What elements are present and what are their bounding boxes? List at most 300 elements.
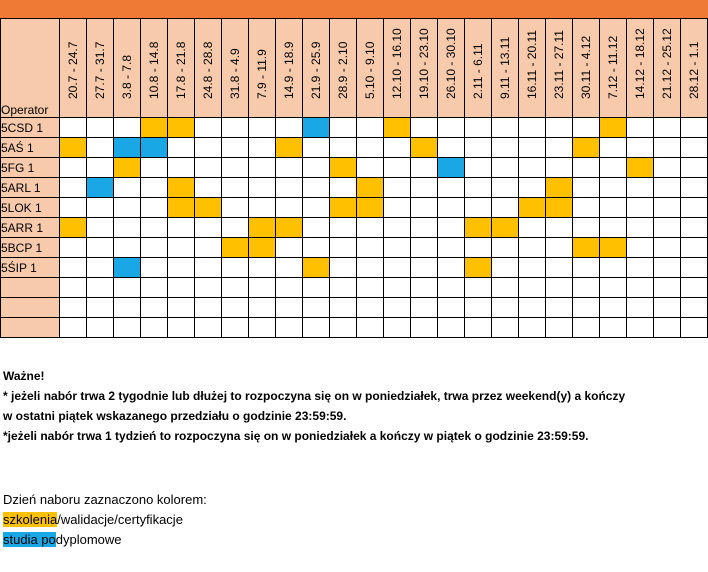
operator-name: 5ARR 1 — [1, 218, 60, 238]
cell-empty — [519, 258, 546, 278]
week-header — [411, 19, 438, 118]
cell-empty — [465, 298, 492, 318]
cell-empty — [681, 238, 708, 258]
week-header — [546, 19, 573, 118]
cell-szkolenia — [60, 138, 87, 158]
cell-empty — [519, 238, 546, 258]
cell-empty — [654, 158, 681, 178]
cell-empty — [60, 258, 87, 278]
week-header — [114, 19, 141, 118]
cell-empty — [222, 138, 249, 158]
cell-empty — [492, 158, 519, 178]
cell-empty — [600, 158, 627, 178]
cell-empty — [546, 258, 573, 278]
cell-empty — [438, 218, 465, 238]
cell-empty — [654, 198, 681, 218]
cell-szkolenia — [249, 238, 276, 258]
cell-szkolenia — [330, 158, 357, 178]
cell-empty — [681, 158, 708, 178]
week-header — [87, 19, 114, 118]
cell-empty — [492, 118, 519, 138]
week-header — [519, 19, 546, 118]
week-label: 7.9 - 11.9 — [255, 49, 269, 99]
cell-empty — [546, 318, 573, 338]
week-label: 27.7 - 31.7 — [93, 41, 107, 99]
cell-empty — [465, 178, 492, 198]
cell-empty — [546, 118, 573, 138]
cell-empty — [141, 278, 168, 298]
cell-empty — [195, 138, 222, 158]
cell-empty — [681, 178, 708, 198]
cell-empty — [519, 218, 546, 238]
top-orange-bar — [0, 0, 708, 18]
week-header — [249, 19, 276, 118]
operator-row — [1, 238, 708, 258]
cell-empty — [384, 318, 411, 338]
cell-empty — [465, 118, 492, 138]
cell-empty — [654, 258, 681, 278]
cell-szkolenia — [249, 218, 276, 238]
cell-empty — [681, 118, 708, 138]
cell-empty — [654, 138, 681, 158]
cell-empty — [330, 318, 357, 338]
cell-szkolenia — [384, 118, 411, 138]
cell-empty — [141, 218, 168, 238]
cell-szkolenia — [600, 238, 627, 258]
cell-empty — [519, 298, 546, 318]
cell-empty — [357, 218, 384, 238]
week-label: 14.12 - 18.12 — [633, 28, 647, 99]
cell-szkolenia — [303, 258, 330, 278]
week-header — [330, 19, 357, 118]
cell-empty — [330, 298, 357, 318]
cell-szkolenia — [222, 238, 249, 258]
cell-empty — [357, 258, 384, 278]
cell-empty — [168, 218, 195, 238]
cell-empty — [681, 318, 708, 338]
cell-szkolenia — [546, 198, 573, 218]
cell-empty — [465, 158, 492, 178]
cell-empty — [438, 178, 465, 198]
cell-empty — [411, 278, 438, 298]
cell-empty — [411, 318, 438, 338]
week-label: 14.9 - 18.9 — [282, 41, 296, 99]
cell-empty — [384, 258, 411, 278]
week-header — [222, 19, 249, 118]
cell-empty — [654, 238, 681, 258]
cell-studia — [114, 258, 141, 278]
cell-empty — [357, 318, 384, 338]
operator-name — [1, 318, 60, 338]
cell-empty — [519, 118, 546, 138]
cell-empty — [87, 298, 114, 318]
cell-szkolenia — [357, 198, 384, 218]
cell-empty — [600, 258, 627, 278]
week-label: 24.8 - 28.8 — [201, 41, 215, 99]
operator-row — [1, 318, 708, 338]
week-header — [465, 19, 492, 118]
legend-section — [3, 490, 207, 550]
cell-empty — [330, 178, 357, 198]
legend-studia — [3, 530, 207, 550]
week-label: 28.9 - 2.10 — [336, 41, 350, 99]
cell-empty — [600, 318, 627, 338]
cell-empty — [60, 178, 87, 198]
cell-empty — [114, 118, 141, 138]
cell-empty — [465, 138, 492, 158]
cell-empty — [411, 178, 438, 198]
cell-empty — [627, 138, 654, 158]
operator-name: 5CSD 1 — [1, 118, 60, 138]
cell-empty — [519, 178, 546, 198]
cell-szkolenia — [168, 178, 195, 198]
cell-empty — [438, 278, 465, 298]
cell-empty — [141, 298, 168, 318]
cell-empty — [249, 318, 276, 338]
week-label: 5.10 - 9.10 — [363, 41, 377, 99]
cell-empty — [303, 298, 330, 318]
cell-empty — [222, 158, 249, 178]
cell-empty — [519, 318, 546, 338]
cell-empty — [60, 298, 87, 318]
cell-empty — [114, 178, 141, 198]
cell-empty — [249, 118, 276, 138]
cell-empty — [627, 318, 654, 338]
cell-empty — [276, 178, 303, 198]
week-header — [627, 19, 654, 118]
cell-studia — [114, 138, 141, 158]
cell-empty — [60, 118, 87, 138]
cell-empty — [60, 238, 87, 258]
cell-empty — [60, 158, 87, 178]
cell-empty — [114, 298, 141, 318]
week-label: 23.11 - 27.11 — [552, 30, 566, 99]
week-header — [303, 19, 330, 118]
week-label: 16.11 - 20.11 — [525, 30, 539, 99]
week-header — [438, 19, 465, 118]
cell-empty — [654, 278, 681, 298]
cell-empty — [438, 298, 465, 318]
legend-yellow-highlight: szkolenia — [3, 512, 58, 527]
cell-empty — [87, 238, 114, 258]
week-label: 9.11 - 13.11 — [498, 36, 512, 99]
cell-empty — [303, 138, 330, 158]
cell-empty — [114, 238, 141, 258]
cell-empty — [492, 198, 519, 218]
cell-empty — [546, 158, 573, 178]
cell-empty — [249, 138, 276, 158]
cell-szkolenia — [357, 178, 384, 198]
cell-empty — [330, 118, 357, 138]
cell-szkolenia — [60, 218, 87, 238]
cell-empty — [681, 258, 708, 278]
operator-row — [1, 218, 708, 238]
cell-empty — [546, 218, 573, 238]
cell-empty — [249, 258, 276, 278]
cell-empty — [195, 218, 222, 238]
cell-empty — [411, 198, 438, 218]
cell-empty — [627, 258, 654, 278]
operator-name: 5ŚIP 1 — [1, 258, 60, 278]
cell-empty — [357, 158, 384, 178]
cell-empty — [222, 218, 249, 238]
cell-szkolenia — [546, 178, 573, 198]
cell-empty — [330, 218, 357, 238]
cell-empty — [654, 118, 681, 138]
week-label: 20.7 - 24.7 — [66, 41, 80, 99]
cell-empty — [249, 198, 276, 218]
notes-title: Ważne! — [3, 369, 45, 383]
cell-szkolenia — [276, 138, 303, 158]
cell-studia — [87, 178, 114, 198]
cell-empty — [546, 278, 573, 298]
operator-row — [1, 198, 708, 218]
cell-empty — [168, 158, 195, 178]
week-label: 7.12 - 11.12 — [606, 35, 620, 99]
cell-empty — [573, 158, 600, 178]
cell-empty — [276, 198, 303, 218]
operator-row — [1, 178, 708, 198]
week-label: 2.11 - 6.11 — [471, 43, 485, 99]
cell-empty — [303, 158, 330, 178]
cell-empty — [492, 238, 519, 258]
cell-empty — [627, 298, 654, 318]
cell-empty — [303, 238, 330, 258]
cell-szkolenia — [573, 238, 600, 258]
cell-empty — [384, 298, 411, 318]
week-label: 21.12 - 25.12 — [660, 28, 674, 99]
cell-empty — [114, 198, 141, 218]
cell-empty — [330, 258, 357, 278]
cell-empty — [546, 138, 573, 158]
cell-empty — [303, 178, 330, 198]
cell-empty — [87, 118, 114, 138]
cell-empty — [60, 198, 87, 218]
week-label: 31.8 - 4.9 — [228, 48, 242, 99]
cell-empty — [465, 278, 492, 298]
cell-empty — [357, 278, 384, 298]
cell-empty — [303, 278, 330, 298]
cell-empty — [168, 258, 195, 278]
cell-empty — [519, 158, 546, 178]
cell-empty — [357, 298, 384, 318]
cell-empty — [249, 178, 276, 198]
cell-empty — [168, 278, 195, 298]
cell-empty — [411, 118, 438, 138]
cell-szkolenia — [411, 138, 438, 158]
week-label: 12.10 - 16.10 — [390, 28, 404, 99]
cell-empty — [276, 318, 303, 338]
cell-empty — [195, 298, 222, 318]
cell-empty — [627, 278, 654, 298]
cell-empty — [438, 118, 465, 138]
cell-empty — [276, 258, 303, 278]
legend-szkolenia — [3, 510, 207, 530]
notes-section — [3, 366, 625, 446]
cell-szkolenia — [195, 198, 222, 218]
cell-empty — [411, 158, 438, 178]
cell-empty — [627, 238, 654, 258]
cell-empty — [492, 138, 519, 158]
cell-empty — [87, 258, 114, 278]
cell-studia — [438, 158, 465, 178]
cell-empty — [384, 278, 411, 298]
week-header — [681, 19, 708, 118]
cell-empty — [654, 218, 681, 238]
cell-empty — [384, 218, 411, 238]
cell-empty — [303, 218, 330, 238]
cell-empty — [492, 178, 519, 198]
cell-empty — [492, 318, 519, 338]
week-label: 28.12 - 1.1 — [687, 41, 701, 99]
cell-szkolenia — [330, 198, 357, 218]
cell-empty — [573, 118, 600, 138]
cell-empty — [141, 318, 168, 338]
cell-szkolenia — [627, 158, 654, 178]
cell-empty — [87, 138, 114, 158]
operator-name — [1, 278, 60, 298]
cell-empty — [438, 318, 465, 338]
week-header — [384, 19, 411, 118]
cell-szkolenia — [492, 218, 519, 238]
cell-empty — [654, 298, 681, 318]
cell-szkolenia — [573, 138, 600, 158]
cell-empty — [249, 298, 276, 318]
cell-empty — [222, 178, 249, 198]
cell-empty — [195, 258, 222, 278]
cell-empty — [411, 258, 438, 278]
cell-szkolenia — [114, 158, 141, 178]
cell-empty — [141, 178, 168, 198]
cell-empty — [492, 278, 519, 298]
cell-empty — [87, 278, 114, 298]
cell-empty — [465, 318, 492, 338]
cell-empty — [357, 238, 384, 258]
week-label: 19.10 - 23.10 — [417, 28, 431, 99]
cell-empty — [600, 298, 627, 318]
cell-empty — [249, 158, 276, 178]
operator-name: 5ARL 1 — [1, 178, 60, 198]
cell-empty — [627, 218, 654, 238]
week-label: 17.8 - 21.8 — [174, 41, 188, 99]
week-header — [357, 19, 384, 118]
cell-empty — [600, 138, 627, 158]
cell-szkolenia — [276, 218, 303, 238]
cell-empty — [654, 178, 681, 198]
cell-empty — [465, 198, 492, 218]
cell-empty — [681, 298, 708, 318]
cell-empty — [195, 178, 222, 198]
cell-empty — [276, 278, 303, 298]
week-label: 3.8 - 7.8 — [120, 54, 134, 99]
cell-empty — [438, 198, 465, 218]
operator-name: 5LOK 1 — [1, 198, 60, 218]
cell-empty — [573, 218, 600, 238]
schedule-body — [1, 118, 708, 338]
week-label: 26.10 - 30.10 — [444, 28, 458, 99]
cell-szkolenia — [600, 118, 627, 138]
cell-empty — [438, 138, 465, 158]
week-header — [168, 19, 195, 118]
legend-intro: Dzień naboru zaznaczono kolorem: — [3, 492, 207, 507]
cell-empty — [681, 278, 708, 298]
operator-name: 5AŚ 1 — [1, 138, 60, 158]
cell-empty — [357, 118, 384, 138]
cell-empty — [384, 178, 411, 198]
legend-blue-rest: dyplomowe — [55, 532, 122, 547]
operator-row — [1, 298, 708, 318]
cell-szkolenia — [519, 198, 546, 218]
cell-empty — [384, 158, 411, 178]
week-header — [195, 19, 222, 118]
cell-empty — [195, 238, 222, 258]
cell-empty — [384, 238, 411, 258]
cell-empty — [222, 118, 249, 138]
cell-empty — [141, 238, 168, 258]
week-label: 21.9 - 25.9 — [309, 41, 323, 99]
cell-empty — [114, 318, 141, 338]
legend-blue-highlight: studia po — [3, 532, 56, 547]
cell-empty — [465, 238, 492, 258]
cell-empty — [168, 318, 195, 338]
cell-empty — [627, 178, 654, 198]
legend-yellow-rest: /walidacje/certyfikacje — [57, 512, 183, 527]
operator-name — [1, 298, 60, 318]
operator-row — [1, 278, 708, 298]
cell-szkolenia — [465, 218, 492, 238]
operator-row — [1, 258, 708, 278]
cell-empty — [222, 278, 249, 298]
cell-empty — [222, 198, 249, 218]
cell-empty — [303, 198, 330, 218]
cell-empty — [681, 218, 708, 238]
header-row — [1, 19, 708, 118]
cell-empty — [195, 318, 222, 338]
cell-szkolenia — [168, 118, 195, 138]
week-header — [573, 19, 600, 118]
cell-empty — [654, 318, 681, 338]
cell-empty — [681, 138, 708, 158]
operator-row — [1, 158, 708, 178]
week-label: 10.8 - 14.8 — [147, 41, 161, 99]
cell-empty — [60, 278, 87, 298]
cell-empty — [330, 238, 357, 258]
cell-empty — [222, 318, 249, 338]
cell-empty — [141, 258, 168, 278]
cell-empty — [87, 198, 114, 218]
cell-empty — [60, 318, 87, 338]
cell-empty — [384, 138, 411, 158]
cell-szkolenia — [141, 118, 168, 138]
cell-empty — [546, 238, 573, 258]
operator-name: 5BCP 1 — [1, 238, 60, 258]
cell-empty — [87, 318, 114, 338]
operator-name: 5FG 1 — [1, 158, 60, 178]
cell-empty — [303, 318, 330, 338]
cell-empty — [195, 118, 222, 138]
cell-szkolenia — [465, 258, 492, 278]
cell-empty — [573, 318, 600, 338]
cell-studia — [303, 118, 330, 138]
schedule-table — [0, 18, 708, 338]
week-header — [60, 19, 87, 118]
cell-empty — [573, 258, 600, 278]
week-header — [141, 19, 168, 118]
notes-line-2: w ostatni piątek wskazanego przedziału o godzinie 23:59:59. — [3, 409, 347, 423]
cell-empty — [573, 178, 600, 198]
cell-empty — [600, 178, 627, 198]
operator-column-header: Operator — [1, 19, 60, 118]
